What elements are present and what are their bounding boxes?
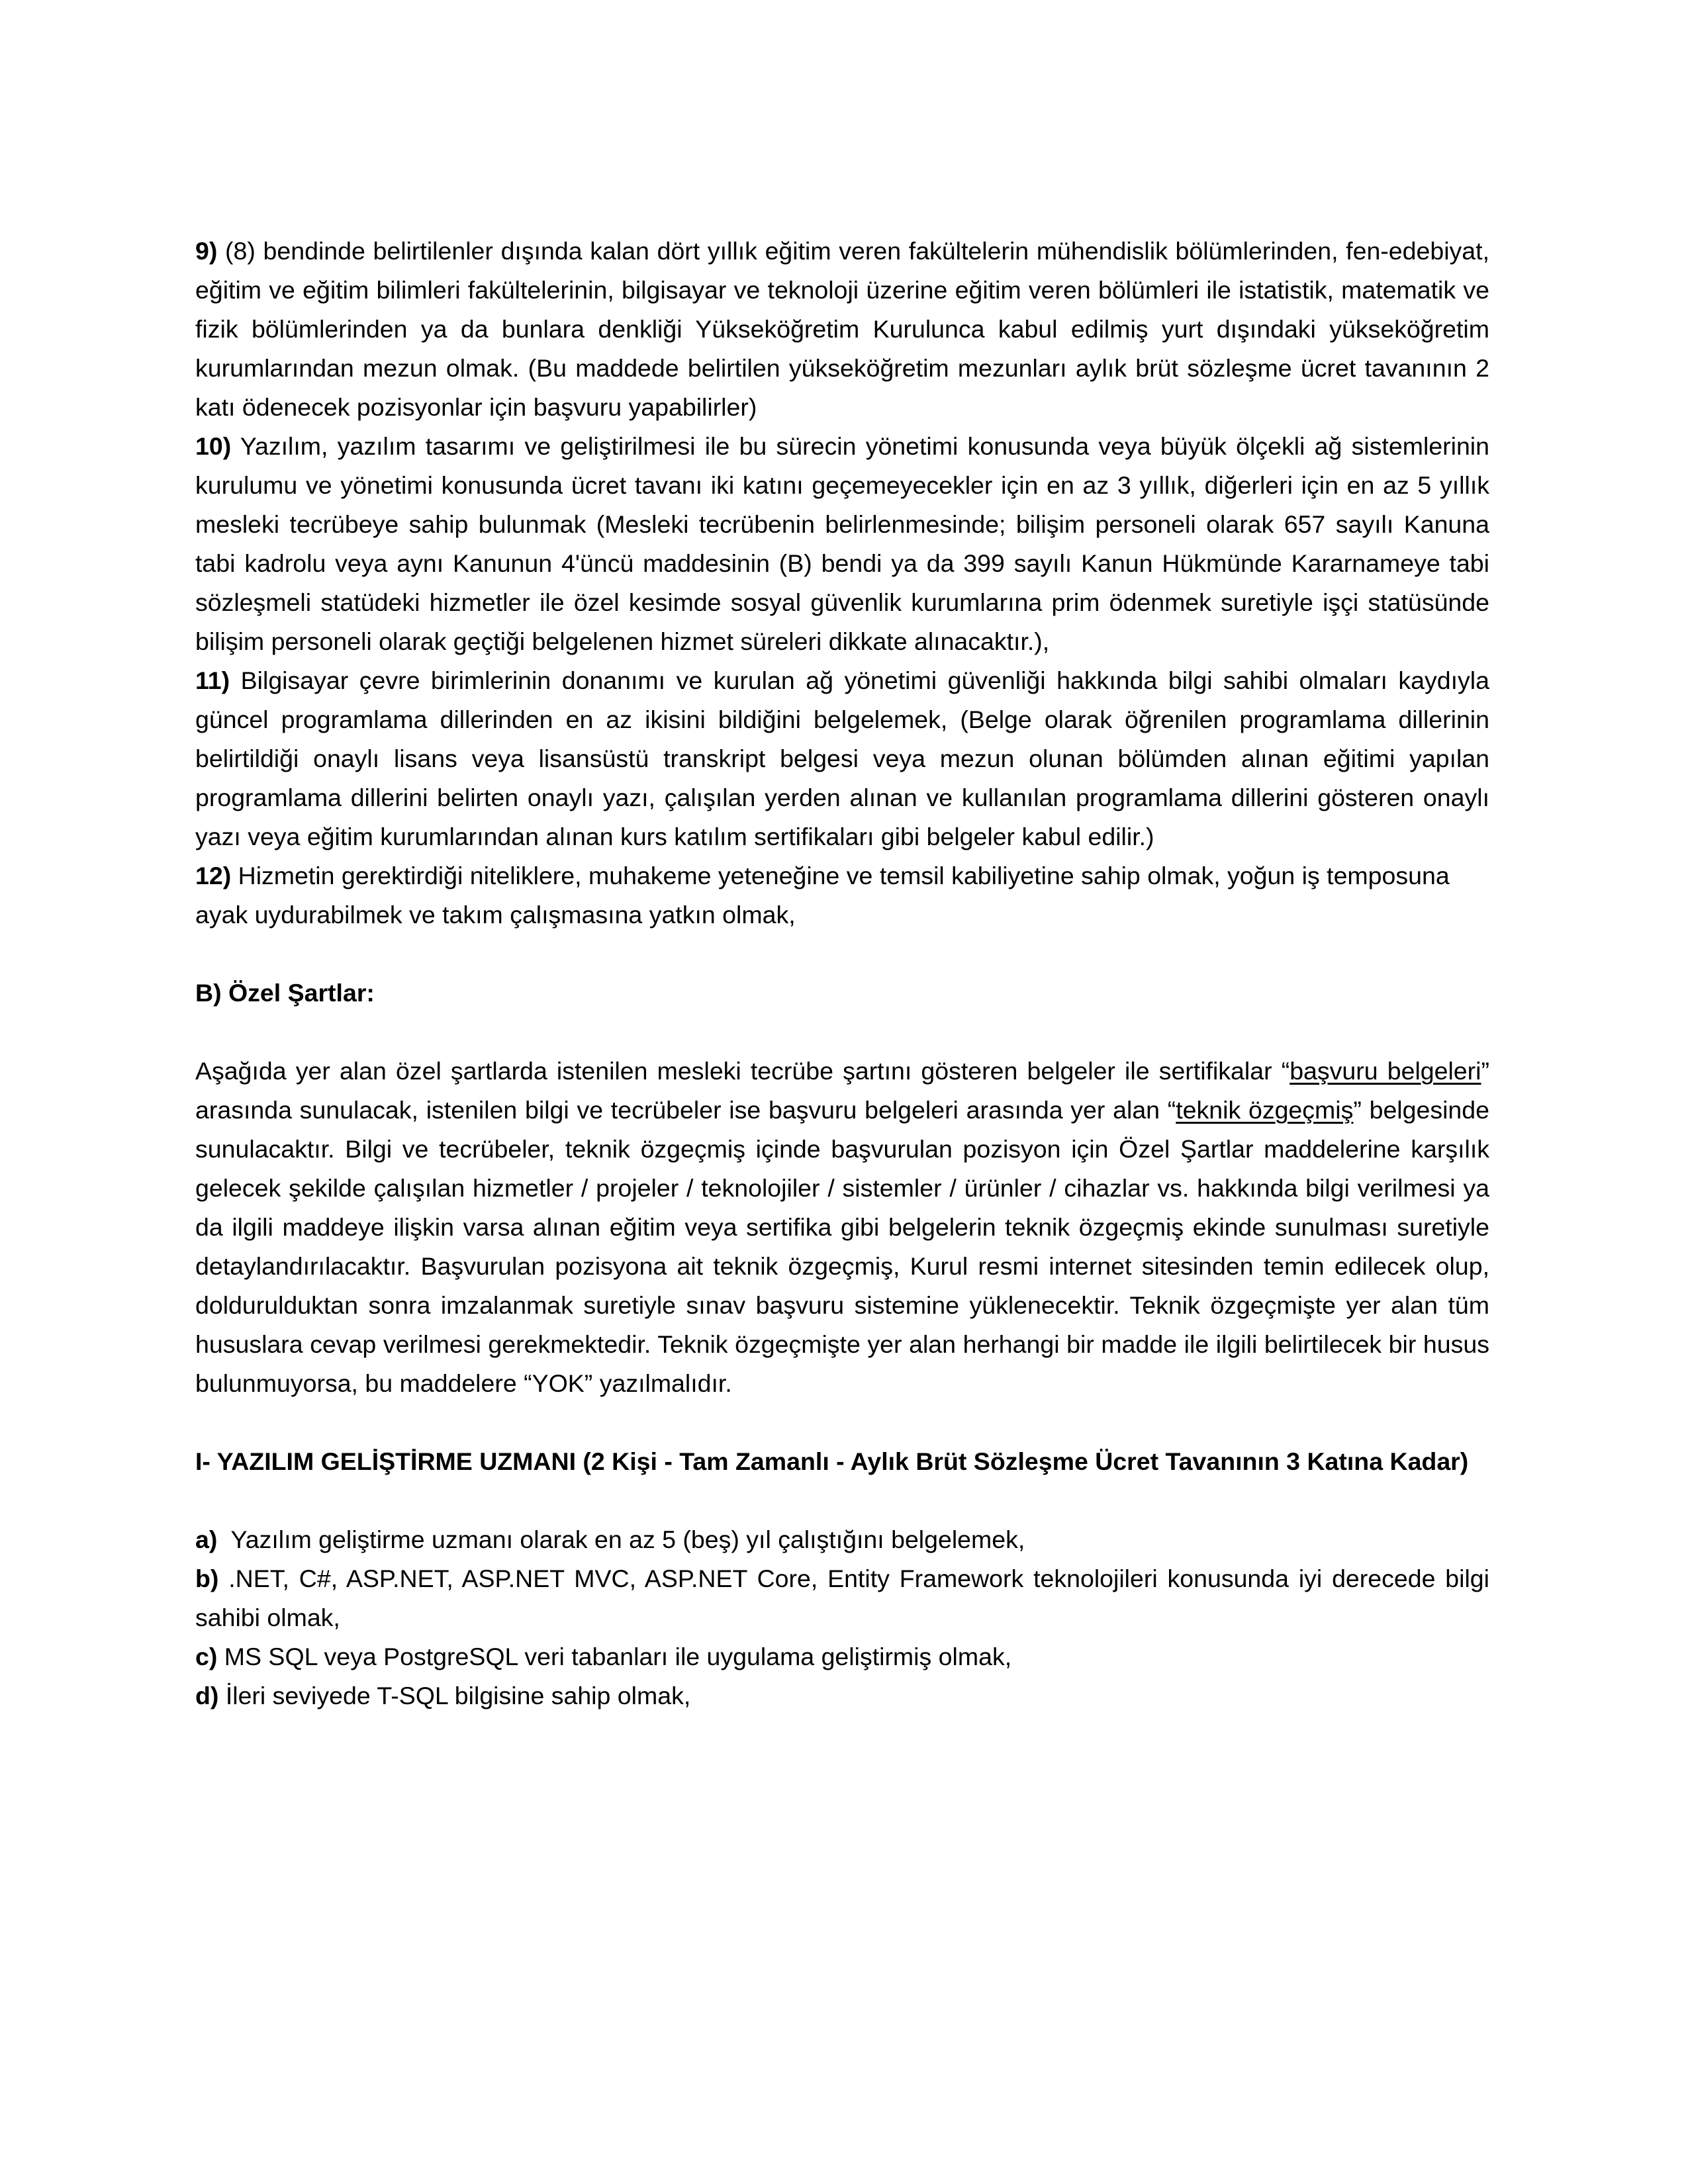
general-condition-item-11	[195, 661, 1489, 856]
list-text: (8) bendinde belirtilenler dışında kalan dört yıllık eğitim veren fakültelerin mühendislik bölümlerinden, fen-edebiyat, eğitim ve eğitim bilimleri fakültelerinin, bilgisayar ve teknoloji üzerine eğitim veren bölümleri ile istatistik, matematik ve fizik bölümlerinden ya da bunlara denkliği Yükseköğretim Kurulunca kabul edilmiş yurt dışındaki yükseköğretim kurumlarından mezun olmak. (Bu maddede belirtilen yükseköğretim mezunları aylık brüt sözleşme ücret tavanının 2 katı ödenecek pozisyonlar için başvuru yapabilirler)	[195, 237, 1489, 421]
list-marker: d)	[195, 1682, 219, 1709]
requirement-item-b	[195, 1559, 1489, 1637]
list-marker: a)	[195, 1525, 218, 1553]
list-text: Hizmetin gerektirdiği niteliklere, muhakeme yeteneğine ve temsil kabiliyetine sahip olmak, yoğun iş temposuna ayak uydurabilmek ve takım çalışmasına yatkın olmak,	[195, 862, 1450, 929]
list-marker: 12)	[195, 862, 232, 889]
intro-segment-2: ” arasında sunulacak, istenilen bilgi ve tecrübeler ise başvuru belgeleri arasında yer alan “	[195, 1057, 1489, 1124]
position-title: I- YAZILIM GELİŞTİRME UZMANI (2 Kişi - Tam Zamanlı - Aylık Brüt Sözleşme Ücret Tavanının 3 Katına Kadar)	[195, 1447, 1469, 1475]
general-condition-item-10	[195, 427, 1489, 661]
list-text: MS SQL veya PostgreSQL veri tabanları ile uygulama geliştirmiş olmak,	[217, 1643, 1012, 1670]
section-spacer	[195, 1013, 1489, 1052]
list-marker: 9)	[195, 237, 218, 265]
section-spacer	[195, 1481, 1489, 1520]
general-condition-item-9	[195, 232, 1489, 427]
list-marker: c)	[195, 1643, 218, 1670]
intro-segment-1: Aşağıda yer alan özel şartlarda istenilen mesleki tecrübe şartını gösteren belgeler ile sertifikalar “	[195, 1057, 1290, 1085]
emphasis-basvuru-belgeleri: başvuru belgeleri	[1289, 1057, 1481, 1085]
list-marker: 10)	[195, 432, 232, 460]
list-text: İleri seviyede T-SQL bilgisine sahip olmak,	[218, 1682, 691, 1709]
intro-segment-3: ” belgesinde sunulacaktır. Bilgi ve tecrübeler, teknik özgeçmiş içinde başvurulan pozisyon için Özel Şartlar maddelerine karşılık gelecek şekilde çalışılan hizmetler / projeler / teknolojiler / sistemler / ürünler / cihazlar vs. hakkında bilgi verilmesi ya da ilgili maddeye ilişkin varsa alınan eğitim veya sertifika gibi belgelerin teknik özgeçmiş ekinde sunulması suretiyle detaylandırılacaktır. Başvurulan pozisyona ait teknik özgeçmiş, Kurul resmi internet sitesinden temin edilecek olup, doldurulduktan sonra imzalanmak suretiyle sınav başvuru sistemine yüklenecektir. Teknik özgeçmişte yer alan tüm hususlara cevap verilmesi gerekmektedir. Teknik özgeçmişte yer alan herhangi bir madde ile ilgili belirtilecek bir husus bulunmuyorsa, bu maddelere “YOK” yazılmalıdır.	[195, 1096, 1489, 1397]
special-conditions-heading: B) Özel Şartlar:	[195, 979, 375, 1007]
list-marker: b)	[195, 1565, 219, 1592]
section-spacer	[195, 1403, 1489, 1442]
emphasis-teknik-ozgecmis: teknik özgeçmiş	[1176, 1096, 1354, 1124]
list-text: Yazılım geliştirme uzmanı olarak en az 5 (beş) yıl çalıştığını belgelemek,	[217, 1525, 1025, 1553]
list-text: Bilgisayar çevre birimlerinin donanımı ve kurulan ağ yönetimi güvenliği hakkında bilgi sahibi olmaları kaydıyla güncel programlama dillerinden en az ikisini bildiğini belgelemek, (Belge olarak öğrenilen programlama dillerinin belirtildiği onaylı lisans veya lisansüstü transkript belgesi veya mezun olunan bölümden alınan eğitimi yapılan programlama dillerini belirten onaylı yazı, çalışılan yerden alınan ve kullanılan programlama dillerini gösteren onaylı yazı veya eğitim kurumlarından alınan kurs katılım sertifikaları gibi belgeler kabul edilir.)	[195, 666, 1489, 850]
requirement-item-a	[195, 1520, 1489, 1559]
general-condition-item-12	[195, 856, 1489, 934]
list-text: .NET, C#, ASP.NET, ASP.NET MVC, ASP.NET Core, Entity Framework teknolojileri konusunda iyi derecede bilgi sahibi olmak,	[195, 1565, 1489, 1631]
document-body	[195, 232, 1489, 1715]
special-conditions-intro-paragraph	[195, 1052, 1489, 1403]
requirement-item-d	[195, 1676, 1489, 1715]
list-text: Yazılım, yazılım tasarımı ve geliştirilmesi ile bu sürecin yönetimi konusunda veya büyük ölçekli ağ sistemlerinin kurulumu ve yönetimi konusunda ücret tavanı iki katını geçemeyecekler için en az 3 yıllık, diğerleri için en az 5 yıllık mesleki tecrübeye sahip bulunmak (Mesleki tecrübenin belirlenmesinde; bilişim personeli olarak 657 sayılı Kanuna tabi kadrolu veya aynı Kanunun 4'üncü maddesinin (B) bendi ya da 399 sayılı Kanun Hükmünde Kararnameye tabi sözleşmeli statüdeki hizmetler ile özel kesimde sosyal güvenlik kurumlarına prim ödenmek suretiyle işçi statüsünde bilişim personeli olarak geçtiği belgelenen hizmet süreleri dikkate alınacaktır.),	[195, 432, 1489, 655]
list-marker: 11)	[195, 666, 230, 694]
section-spacer	[195, 934, 1489, 974]
requirement-item-c	[195, 1637, 1489, 1676]
